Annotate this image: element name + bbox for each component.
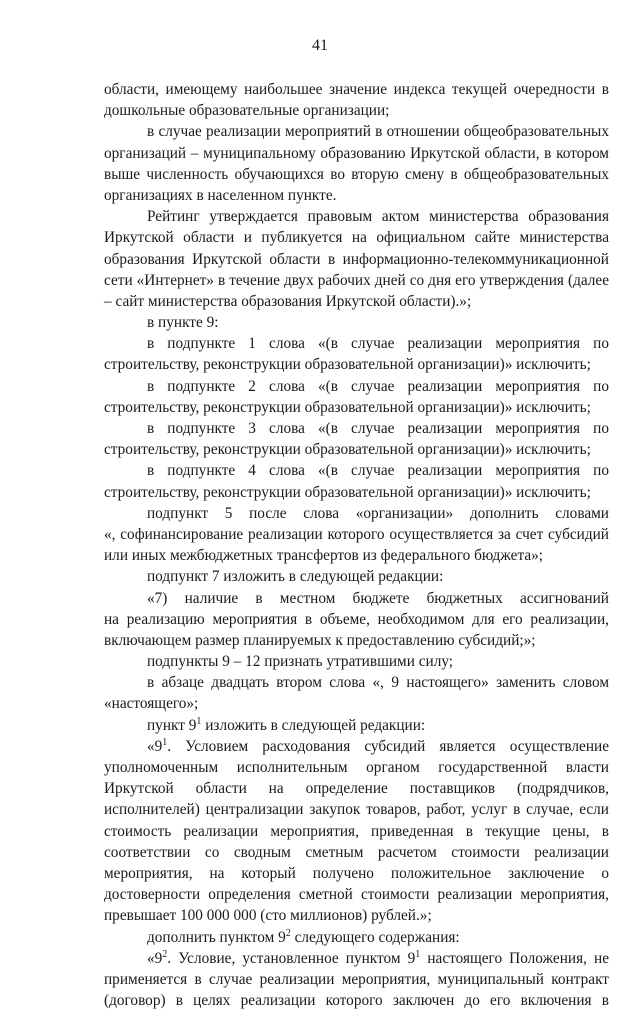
- text-line: Иркутской области и публикуется на официальном сайте министерства: [104, 229, 609, 247]
- text-line: превышает 100 000 000 (сто миллионов) рублей.»;: [104, 907, 432, 925]
- superscript: 1: [162, 736, 168, 748]
- superscript: 1: [415, 948, 421, 960]
- text-line: «настоящего»;: [104, 695, 199, 713]
- text-line: подпункт 7 изложить в следующей редакции:: [147, 568, 444, 586]
- text-line: дошкольные образовательные организации;: [104, 102, 390, 120]
- text-line: строительству, реконструкции образовательной организации)» исключить;: [104, 356, 591, 374]
- text-line: «, софинансирование реализации которого осуществляется за счет субсидий: [104, 525, 609, 543]
- text-line: Рейтинг утверждается правовым актом министерства образования: [147, 208, 609, 226]
- text-line: достоверности определения сметной стоимости реализации мероприятия,: [104, 886, 609, 904]
- text-line: строительству, реконструкции образовательной организации)» исключить;: [104, 398, 591, 416]
- text-line: подпункт 5 после слова «организации» дополнить словами: [147, 504, 609, 522]
- page-number: 41: [312, 37, 328, 54]
- text-line: «$9^2$. Условие, установленное пунктом $9^1$ настоящего Положения, не: [147, 948, 609, 967]
- text-line: строительству, реконструкции образовательной организации)» исключить;: [104, 441, 591, 459]
- text-line: в подпункте 4 слова «(в случае реализации мероприятия по: [147, 462, 609, 480]
- superscript: 1: [196, 715, 202, 727]
- text-line: в случае реализации мероприятий в отношении общеобразовательных: [147, 123, 609, 141]
- text-line: организациях в населенном пункте.: [104, 186, 337, 204]
- text-line: или иных межбюджетных трансфертов из федерального бюджета»;: [104, 547, 544, 565]
- text-line: в подпункте 2 слова «(в случае реализации мероприятия по: [147, 377, 609, 395]
- text-line: применяется в случае реализации мероприятия, муниципальный контракт: [104, 970, 609, 988]
- text-line: «$9^1$. Условием расходования субсидий является осуществление: [147, 736, 609, 755]
- text-line: строительству, реконструкции образовательной организации)» исключить;: [104, 483, 591, 501]
- text-line: пункт $9^1$ изложить в следующей редакции:: [147, 715, 426, 734]
- superscript: 2: [162, 948, 168, 960]
- text-line: уполномоченным исполнительным органом государственной власти: [104, 759, 609, 776]
- text-line: организаций – муниципальному образованию Иркутской области, в котором: [104, 144, 609, 162]
- text-line: исполнителей) централизации закупок товаров, работ, услуг в случае, если: [104, 801, 609, 819]
- document-body: [104, 79, 609, 1011]
- text-line: в подпункте 3 слова «(в случае реализации мероприятия по: [147, 420, 609, 437]
- text-line: включающем размер планируемых к предоставлению субсидий;»;: [104, 631, 536, 649]
- text-line: области, имеющему наибольшее значение индекса текущей очередности в: [104, 81, 609, 98]
- text-line: – сайт министерства образования Иркутской области).»;: [104, 292, 472, 310]
- text-line: стоимость реализации мероприятия, приведенная в текущие цены, в: [104, 822, 609, 840]
- superscript: 2: [285, 927, 291, 939]
- text-line: сети «Интернет» в течение двух рабочих дней со дня его утверждения (далее: [104, 271, 609, 289]
- text-line: соответствии со сводным сметным расчетом стоимости реализации: [104, 843, 609, 861]
- text-line: (договор) в целях реализации которого заключен до его включения в: [104, 992, 609, 1010]
- text-line: «7) наличие в местном бюджете бюджетных ассигнований: [147, 589, 609, 607]
- text-line: мероприятия, на который получено положительное заключение о: [104, 864, 609, 882]
- text-line: Иркутской области на определение поставщиков (подрядчиков,: [104, 780, 609, 798]
- text-line: в подпункте 1 слова «(в случае реализации мероприятия по: [147, 335, 609, 353]
- text-line: на реализацию мероприятия в объеме, необходимом для его реализации,: [104, 610, 609, 628]
- text-line: подпункты 9 – 12 признать утратившими силу;: [147, 653, 454, 671]
- text-line: дополнить пунктом $9^2$ следующего содержания:: [147, 927, 460, 946]
- text-line: в пункте 9:: [147, 314, 219, 332]
- text-line: в абзаце двадцать втором слова «, 9 настоящего» заменить словом: [147, 674, 609, 692]
- text-line: образования Иркутской области в информационно-телекоммуникационной: [104, 250, 609, 268]
- text-line: выше численность обучающихся во вторую смену в общеобразовательных: [104, 165, 609, 183]
